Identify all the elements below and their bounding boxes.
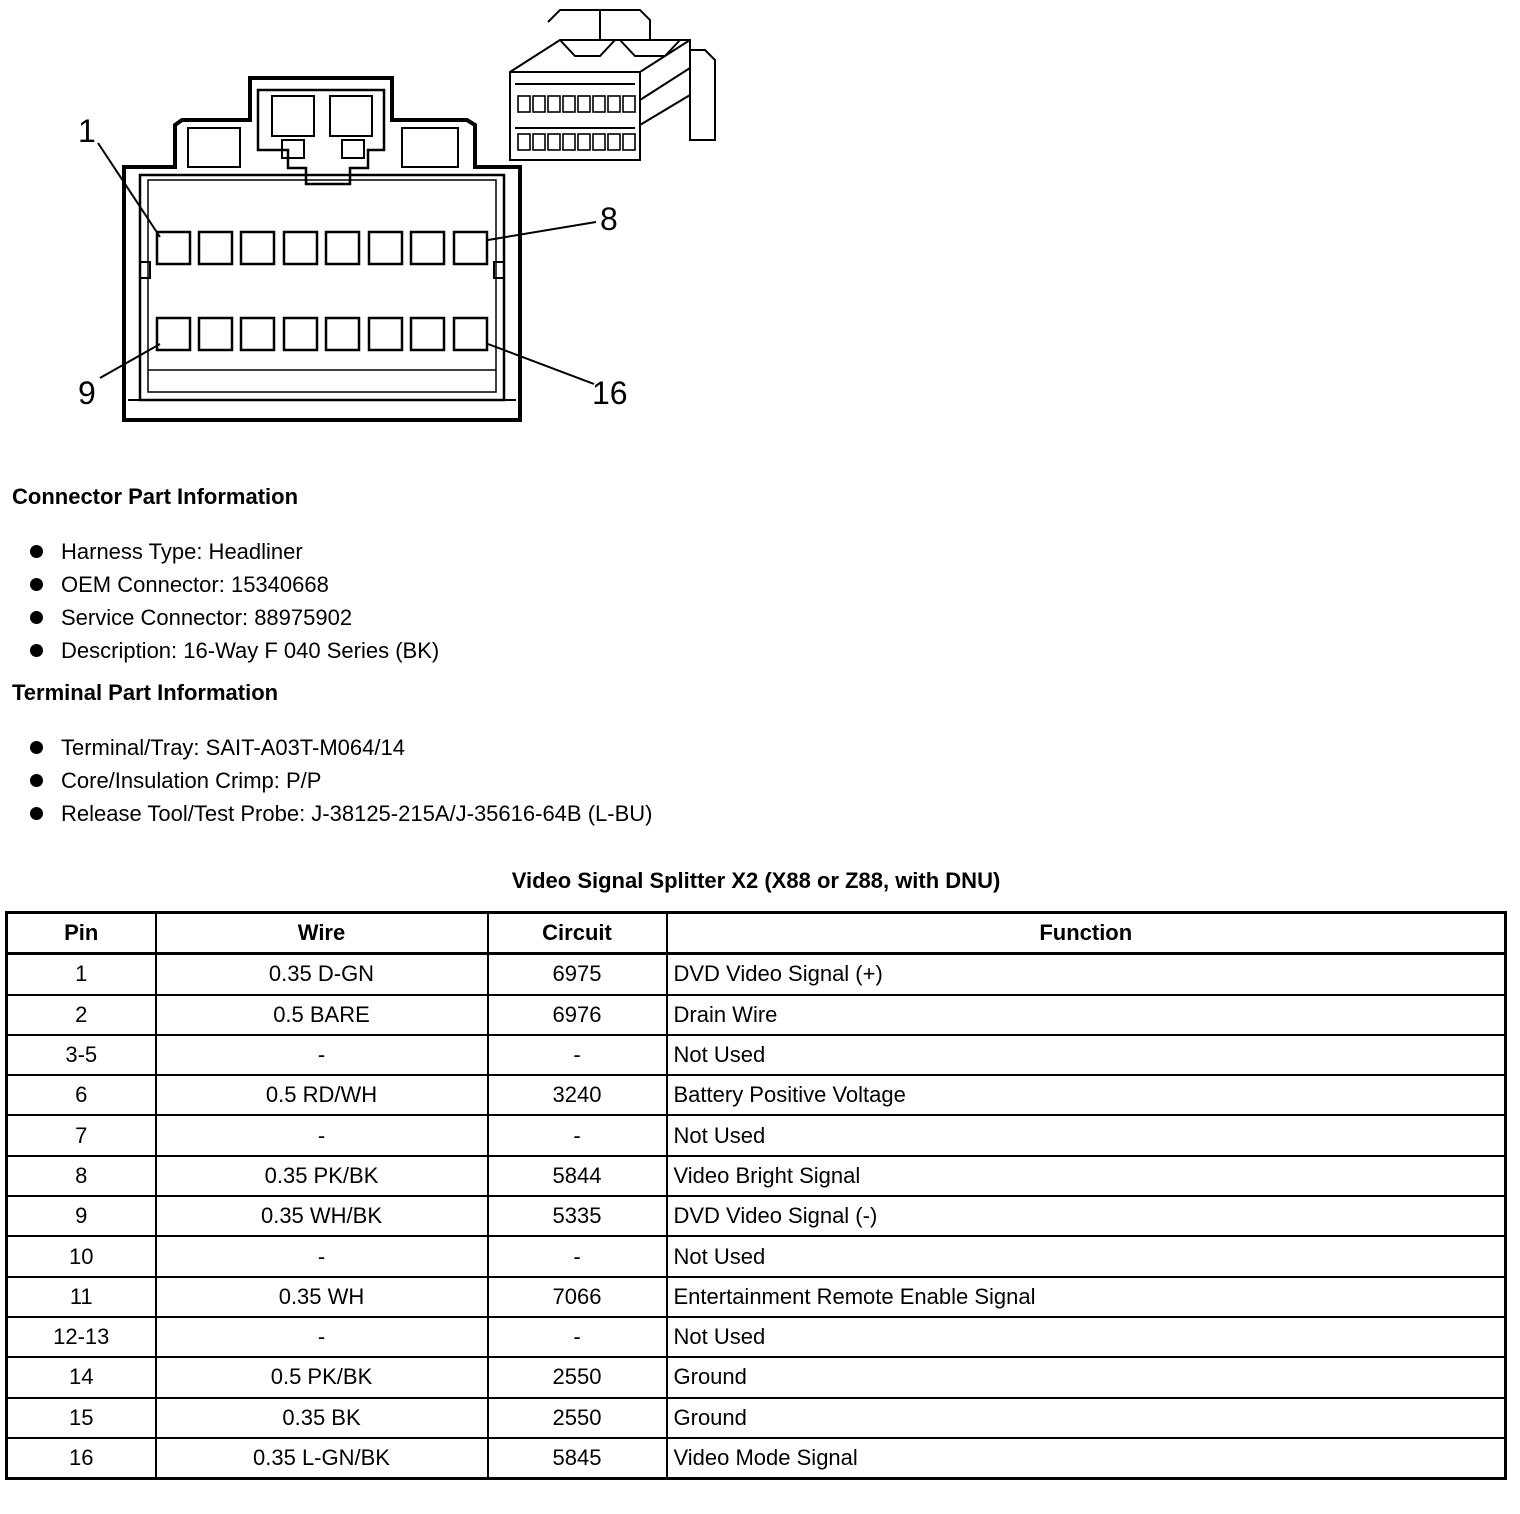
info-text: Release Tool/Test Probe: J-38125-215A/J-35616-64B (L-BU) (61, 801, 653, 826)
column-header-function: Function (667, 913, 1506, 954)
function-cell: Not Used (667, 1236, 1506, 1276)
wire-cell: 0.35 WH/BK (156, 1196, 488, 1236)
function-cell: Not Used (667, 1115, 1506, 1155)
pin-cell: 10 (7, 1236, 156, 1276)
pin-cell: 2 (7, 995, 156, 1035)
pin-cell: 11 (7, 1277, 156, 1317)
table-row (7, 1438, 1506, 1479)
wire-cell: - (156, 1236, 488, 1276)
pin-cell: 15 (7, 1398, 156, 1438)
bullet-icon (30, 741, 43, 754)
table-row (7, 1196, 1506, 1236)
wire-cell: 0.35 WH (156, 1277, 488, 1317)
function-cell: Not Used (667, 1035, 1506, 1075)
wire-cell: - (156, 1317, 488, 1357)
wire-cell: 0.5 BARE (156, 995, 488, 1035)
circuit-cell: 2550 (488, 1398, 667, 1438)
table-row (7, 995, 1506, 1035)
wire-cell: 0.35 BK (156, 1398, 488, 1438)
table-row (7, 1277, 1506, 1317)
circuit-cell: - (488, 1236, 667, 1276)
function-cell: Ground (667, 1398, 1506, 1438)
wire-cell: 0.35 L-GN/BK (156, 1438, 488, 1479)
pin-cell: 9 (7, 1196, 156, 1236)
bullet-icon (30, 807, 43, 820)
pin-cell: 12-13 (7, 1317, 156, 1357)
table-row (7, 1398, 1506, 1438)
function-cell: DVD Video Signal (-) (667, 1196, 1506, 1236)
circuit-cell: 7066 (488, 1277, 667, 1317)
function-cell: Not Used (667, 1317, 1506, 1357)
bullet-icon (30, 545, 43, 558)
bullet-icon (30, 578, 43, 591)
pin-label-16: 16 (592, 375, 628, 411)
function-cell: Battery Positive Voltage (667, 1075, 1506, 1115)
info-text: Core/Insulation Crimp: P/P (61, 768, 322, 793)
table-row (7, 1357, 1506, 1397)
connector-diagram (0, 0, 760, 450)
table-header-row (7, 913, 1506, 954)
info-text: Service Connector: 88975902 (61, 605, 353, 630)
circuit-cell: 5335 (488, 1196, 667, 1236)
terminal-info-list (30, 731, 652, 830)
pin-cell: 14 (7, 1357, 156, 1397)
column-header-circuit: Circuit (488, 913, 667, 954)
function-cell: Video Bright Signal (667, 1156, 1506, 1196)
table-row (7, 1035, 1506, 1075)
list-item (30, 797, 652, 830)
bullet-icon (30, 644, 43, 657)
wire-cell: 0.5 RD/WH (156, 1075, 488, 1115)
circuit-cell: 6976 (488, 995, 667, 1035)
pin-label-8: 8 (600, 201, 618, 237)
circuit-cell: - (488, 1115, 667, 1155)
connector-isometric-icon (510, 10, 715, 160)
info-text: Description: 16-Way F 040 Series (BK) (61, 638, 440, 663)
pin-cell: 3-5 (7, 1035, 156, 1075)
column-header-pin: Pin (7, 913, 156, 954)
function-cell: Entertainment Remote Enable Signal (667, 1277, 1506, 1317)
info-text: Terminal/Tray: SAIT-A03T-M064/14 (61, 735, 405, 760)
list-item (30, 568, 439, 601)
circuit-cell: 5844 (488, 1156, 667, 1196)
connector-end-view-icon (98, 78, 596, 420)
pin-cell: 16 (7, 1438, 156, 1479)
circuit-cell: 3240 (488, 1075, 667, 1115)
wire-cell: - (156, 1115, 488, 1155)
column-header-wire: Wire (156, 913, 488, 954)
list-item (30, 535, 439, 568)
bullet-icon (30, 774, 43, 787)
pin-label-9: 9 (78, 375, 96, 411)
table-row (7, 1156, 1506, 1196)
connector-info-heading: Connector Part Information (12, 484, 299, 509)
list-item (30, 731, 652, 764)
circuit-cell: 2550 (488, 1357, 667, 1397)
info-text: Harness Type: Headliner (61, 539, 303, 564)
info-text: OEM Connector: 15340668 (61, 572, 329, 597)
function-cell: Ground (667, 1357, 1506, 1397)
bullet-icon (30, 611, 43, 624)
circuit-cell: 6975 (488, 954, 667, 995)
pin-cell: 6 (7, 1075, 156, 1115)
list-item (30, 634, 439, 667)
wire-cell: 0.35 D-GN (156, 954, 488, 995)
table-row (7, 1115, 1506, 1155)
pin-cell: 8 (7, 1156, 156, 1196)
table-row (7, 1075, 1506, 1115)
table-row (7, 1317, 1506, 1357)
pin-cell: 7 (7, 1115, 156, 1155)
table-row (7, 954, 1506, 995)
circuit-cell: - (488, 1317, 667, 1357)
function-cell: Drain Wire (667, 995, 1506, 1035)
circuit-cell: - (488, 1035, 667, 1075)
table-row (7, 1236, 1506, 1276)
connector-info-list (30, 535, 439, 667)
function-cell: Video Mode Signal (667, 1438, 1506, 1479)
pin-label-1: 1 (78, 113, 96, 149)
circuit-cell: 5845 (488, 1438, 667, 1479)
wire-cell: 0.5 PK/BK (156, 1357, 488, 1397)
pin-cell: 1 (7, 954, 156, 995)
table-title: Video Signal Splitter X2 (X88 or Z88, with DNU) (511, 868, 1001, 893)
wire-cell: 0.35 PK/BK (156, 1156, 488, 1196)
list-item (30, 601, 439, 634)
list-item (30, 764, 652, 797)
wire-cell: - (156, 1035, 488, 1075)
terminal-info-heading: Terminal Part Information (12, 680, 279, 705)
function-cell: DVD Video Signal (+) (667, 954, 1506, 995)
pin-table (5, 911, 1507, 1480)
